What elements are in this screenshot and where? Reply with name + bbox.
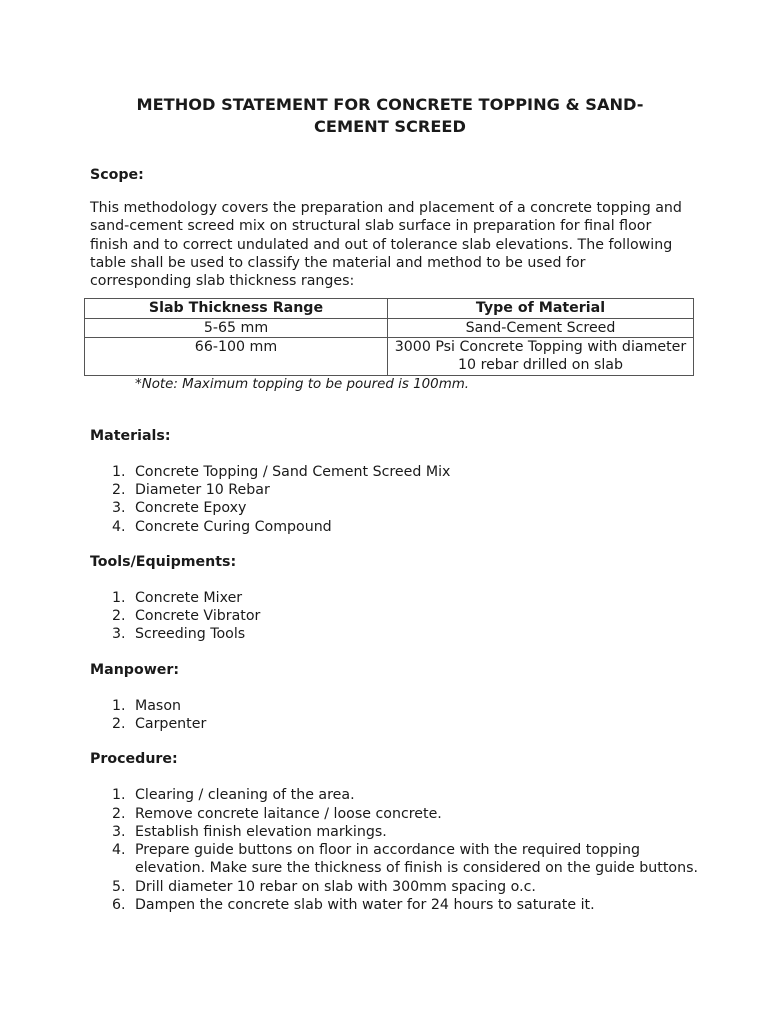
manpower-heading: Manpower: (90, 661, 180, 678)
table-cell-thickness: 5-65 mm (85, 318, 388, 337)
list-item: 1. Concrete Topping / Sand Cement Screed Mix (112, 464, 451, 481)
table-header-row (85, 299, 694, 318)
document-page (90, 94, 696, 914)
procedure-heading: Procedure: (90, 751, 178, 768)
thickness-table (84, 298, 694, 376)
list-item: 2. Remove concrete laitance / loose concrete. (112, 805, 442, 822)
procedure-list (90, 786, 703, 913)
document-title (90, 94, 696, 138)
scope-heading: Scope: (90, 167, 144, 183)
list-item: 1. Mason (112, 697, 181, 714)
materials-list (90, 463, 696, 536)
table-cell-material: Sand-Cement Screed (388, 318, 694, 337)
materials-heading: Materials: (90, 427, 171, 444)
table-cell-thickness: 66-100 mm (85, 338, 388, 376)
table-header-material: Type of Material (388, 299, 694, 318)
title-line-2: CEMENT SCREED (314, 117, 466, 136)
table-row (85, 338, 694, 376)
list-item: 3. Establish finish elevation markings. (112, 823, 387, 840)
table-header-thickness: Slab Thickness Range (85, 299, 388, 318)
table-note: *Note: Maximum topping to be poured is 100mm. (135, 376, 470, 392)
title-line-1: METHOD STATEMENT FOR CONCRETE TOPPING & SAND- (136, 95, 644, 114)
list-item: 3. Concrete Epoxy (112, 500, 247, 517)
tools-list (90, 589, 696, 644)
manpower-list (90, 697, 696, 733)
list-item: 1. Clearing / cleaning of the area. (112, 787, 355, 804)
list-item: 4. Prepare guide buttons on floor in accordance with the required topping elevation. Make sure the thickness of finish is considered on the guide buttons. (112, 842, 698, 877)
list-item: 5. Drill diameter 10 rebar on slab with 300mm spacing o.c. (112, 878, 536, 895)
list-item: 1. Concrete Mixer (112, 590, 243, 607)
list-item: 4. Concrete Curing Compound (112, 518, 332, 535)
list-item: 3. Screeding Tools (112, 626, 246, 643)
scope-paragraph: This methodology covers the preparation and placement of a concrete topping and sand-cement screed mix on structural slab surface in preparation for final floor finish and to correct undulated and out of tolerance slab elevations. The following table shall be used to classify the material and method to be used for corresponding slab thickness ranges: (90, 200, 682, 290)
list-item: 2. Diameter 10 Rebar (112, 482, 270, 499)
list-item: 2. Carpenter (112, 716, 207, 733)
table-cell-material: 3000 Psi Concrete Topping with diameter 10 rebar drilled on slab (388, 338, 694, 376)
list-item: 2. Concrete Vibrator (112, 608, 261, 625)
table-row (85, 318, 694, 337)
list-item: 6. Dampen the concrete slab with water for 24 hours to saturate it. (112, 896, 595, 913)
tools-heading: Tools/Equipments: (90, 553, 237, 570)
